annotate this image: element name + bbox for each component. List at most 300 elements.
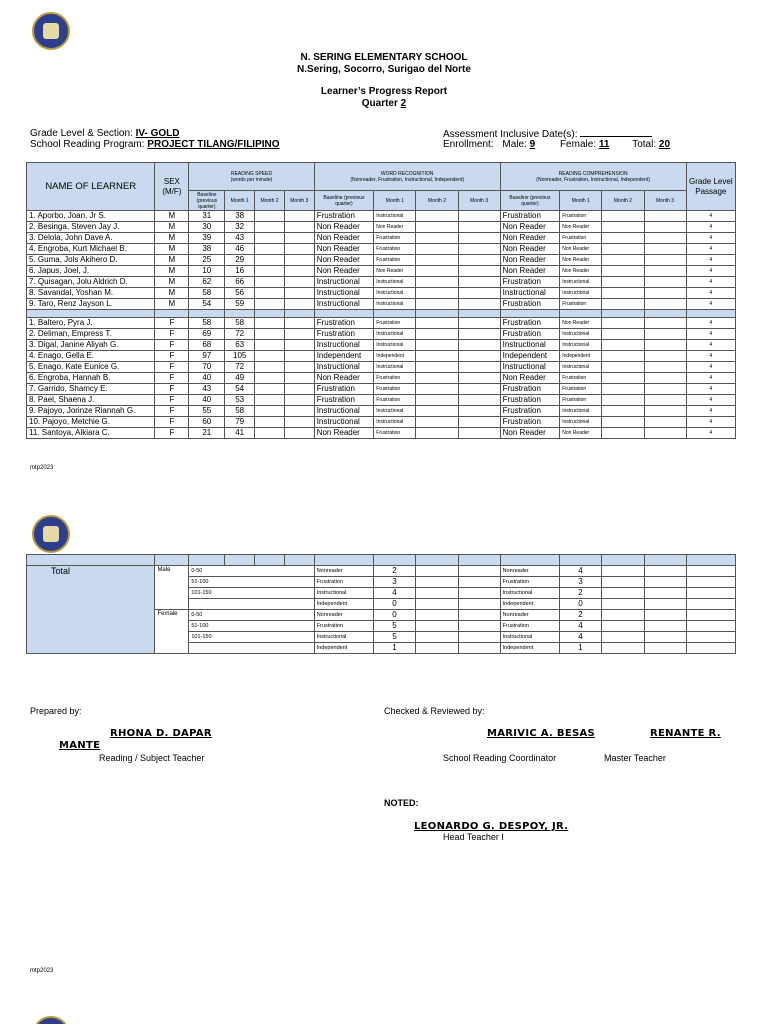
wr-month1-cell: Frustration (374, 255, 416, 266)
speed-month3-cell (284, 395, 314, 406)
learner-name: Pajoyo, Metchie G. (42, 417, 110, 426)
speed-month3-cell (284, 329, 314, 340)
wr-month2-cell (416, 417, 458, 428)
summary-sex-cell: Female (155, 610, 189, 654)
name-cell (27, 277, 155, 288)
wr-month1-cell: Instructional (374, 277, 416, 288)
row-number: 2. (29, 329, 36, 338)
grade-section (30, 128, 180, 139)
row-number: 8. (29, 395, 36, 404)
row-number: 9. (29, 299, 36, 308)
speed-baseline-cell: 43 (189, 384, 225, 395)
speed-month3-cell (284, 362, 314, 373)
summary-rc-blank (602, 610, 644, 621)
wr-month1-cell: Instructional (374, 299, 416, 310)
learner-name: Quisagan, Jolu Aldrich D. (37, 277, 128, 286)
summary-rc-level: Independent (500, 643, 560, 654)
rc-month1-cell: Frustration (560, 233, 602, 244)
rc-baseline-cell: Non Reader (500, 244, 560, 255)
wr-baseline-cell: Instructional (314, 406, 374, 417)
grade-level-cell: 4 (686, 417, 735, 428)
rc-baseline-cell: Non Reader (500, 233, 560, 244)
speed-month3-cell (284, 222, 314, 233)
learner-name: Baltero, Pyra J. (37, 318, 93, 327)
rc-month2-cell (602, 266, 644, 277)
learner-row (27, 211, 736, 222)
sex-cell: M (155, 244, 189, 255)
summary-rc-level: Instructional (500, 588, 560, 599)
summary-rc-blank (602, 632, 644, 643)
rc-month1-header: Month 1 (560, 191, 602, 211)
speed-baseline-cell: 25 (189, 255, 225, 266)
speed-month3-cell (284, 299, 314, 310)
speed-month1-cell: 46 (225, 244, 255, 255)
name-cell (27, 299, 155, 310)
sex-cell: M (155, 266, 189, 277)
wr-baseline-header: Baseline (previous quarter) (314, 191, 374, 211)
wr-month3-cell (458, 211, 500, 222)
word-recognition-header (314, 163, 500, 191)
wr-baseline-cell: Non Reader (314, 373, 374, 384)
speed-month2-cell (255, 384, 285, 395)
grade-level-cell: 4 (686, 428, 735, 439)
rc-month2-cell (602, 277, 644, 288)
sex-cell: F (155, 406, 189, 417)
speed-month2-cell (255, 211, 285, 222)
wr-baseline-cell: Instructional (314, 417, 374, 428)
speed-baseline-cell: 69 (189, 329, 225, 340)
wr-month3-cell (458, 255, 500, 266)
wr-month2-cell (416, 406, 458, 417)
speed-month2-cell (255, 428, 285, 439)
name-header: NAME OF LEARNER (27, 163, 155, 211)
speed-month3-cell (284, 233, 314, 244)
rc-month2-cell (602, 395, 644, 406)
summary-wr-blank (458, 577, 500, 588)
program-value: PROJECT TILANG/FILIPINO (147, 139, 280, 150)
summary-speed-range (189, 599, 314, 610)
row-number: 11. (29, 428, 40, 437)
wr-month1-cell: Instructional (374, 406, 416, 417)
wr-month3-header: Month 3 (458, 191, 500, 211)
wr-month2-cell (416, 266, 458, 277)
enrollment-label: Enrollment: (443, 139, 494, 150)
learner-row (27, 299, 736, 310)
rc-baseline-cell: Frustration (500, 395, 560, 406)
name-cell (27, 406, 155, 417)
summary-rc-blank (644, 621, 686, 632)
wr-month2-cell (416, 384, 458, 395)
summary-grade-blank (686, 610, 735, 621)
rc-month3-header: Month 3 (644, 191, 686, 211)
summary-wr-blank (416, 588, 458, 599)
wr-month1-cell: Instructional (374, 211, 416, 222)
learner-row (27, 406, 736, 417)
speed-month1-cell: 63 (225, 340, 255, 351)
summary-speed-range: 101-150 (189, 588, 314, 599)
reading-comprehension-header (500, 163, 686, 191)
wr-month1-cell: Instructional (374, 417, 416, 428)
learner-name: Japus, Joel, J. (37, 266, 90, 275)
wr-baseline-cell: Non Reader (314, 266, 374, 277)
sex-header: SEX (M/F) (155, 163, 189, 211)
speed-month2-cell (255, 329, 285, 340)
wr-month3-cell (458, 395, 500, 406)
speed-baseline-cell: 58 (189, 288, 225, 299)
wr-month3-cell (458, 329, 500, 340)
speed-month3-header: Month 3 (284, 191, 314, 211)
learner-row (27, 329, 736, 340)
summary-rc-blank (644, 566, 686, 577)
row-number: 2. (29, 222, 36, 231)
grade-level-cell: 4 (686, 395, 735, 406)
summary-wr-blank (416, 610, 458, 621)
rc-month3-cell (644, 255, 686, 266)
learner-name: Digal, Janine Aliyah G. (37, 340, 119, 349)
rc-month1-cell: Instructional (560, 417, 602, 428)
name-cell (27, 222, 155, 233)
summary-grade-blank (686, 566, 735, 577)
learner-name: Garrido, Shamcy E. (37, 384, 108, 393)
summary-grade-blank (686, 632, 735, 643)
speed-month1-cell: 59 (225, 299, 255, 310)
rc-month1-cell: Non Reader (560, 255, 602, 266)
report-title: Learner’s Progress Report (320, 86, 448, 97)
wr-month2-cell (416, 299, 458, 310)
female-label: Female: (559, 139, 597, 150)
summary-rc-blank (644, 632, 686, 643)
reading-program (30, 139, 280, 150)
learner-row (27, 233, 736, 244)
summary-header-row (27, 555, 736, 566)
summary-rc-count: 4 (560, 632, 602, 643)
head-teacher-role: Head Teacher I (443, 832, 504, 842)
name-cell (27, 428, 155, 439)
rc-month2-cell (602, 362, 644, 373)
wr-month3-cell (458, 288, 500, 299)
summary-wr-count: 0 (374, 599, 416, 610)
speed-month3-cell (284, 417, 314, 428)
grade-level-cell: 4 (686, 329, 735, 340)
speed-baseline-cell: 55 (189, 406, 225, 417)
rc-month2-cell (602, 384, 644, 395)
speed-baseline-cell: 31 (189, 211, 225, 222)
wr-month2-cell (416, 340, 458, 351)
sex-cell: M (155, 277, 189, 288)
sex-cell: M (155, 211, 189, 222)
grade-value: IV- GOLD (135, 128, 180, 139)
name-cell (27, 340, 155, 351)
learner-name: Guma, Jols Akihero D. (37, 255, 118, 264)
progress-table (26, 162, 736, 439)
master-teacher-role: Master Teacher (604, 753, 666, 763)
learner-row (27, 266, 736, 277)
rc-baseline-cell: Frustration (500, 384, 560, 395)
summary-rc-blank (644, 610, 686, 621)
rc-month1-cell: Non Reader (560, 266, 602, 277)
wr-month3-cell (458, 417, 500, 428)
summary-wr-blank (416, 621, 458, 632)
summary-rc-blank (602, 643, 644, 654)
female-count: 11 (598, 139, 610, 150)
summary-total-label: Total (51, 566, 71, 576)
noted-label: NOTED: (384, 798, 419, 808)
wr-month2-cell (416, 255, 458, 266)
name-cell (27, 395, 155, 406)
rc-baseline-cell: Frustration (500, 277, 560, 288)
summary-speed-range: 51-100 (189, 577, 314, 588)
rc-month3-cell (644, 395, 686, 406)
reading-speed-sub: (words per minute) (230, 176, 273, 183)
sex-cell: M (155, 233, 189, 244)
summary-total-cell (27, 566, 155, 654)
sex-cell: F (155, 428, 189, 439)
row-number: 9. (29, 406, 36, 415)
rc-month1-cell: Instructional (560, 329, 602, 340)
rc-baseline-cell: Non Reader (500, 266, 560, 277)
speed-month1-cell: 58 (225, 318, 255, 329)
learner-name: Savandal, Yoshan M. (37, 288, 114, 297)
summary-wr-blank (458, 610, 500, 621)
speed-month3-cell (284, 318, 314, 329)
rc-month2-cell (602, 340, 644, 351)
summary-speed-range: 51-100 (189, 621, 314, 632)
reading-comprehension-title: READING COMPREHENSION (558, 170, 628, 177)
rc-month3-cell (644, 351, 686, 362)
sex-cell: M (155, 255, 189, 266)
speed-month1-cell: 72 (225, 329, 255, 340)
name-cell (27, 233, 155, 244)
wr-month2-cell (416, 211, 458, 222)
summary-rc-blank (602, 621, 644, 632)
speed-month3-cell (284, 351, 314, 362)
rc-month3-cell (644, 288, 686, 299)
speed-month2-cell (255, 255, 285, 266)
rc-month1-cell: Non Reader (560, 222, 602, 233)
speed-month1-cell: 49 (225, 373, 255, 384)
speed-month3-cell (284, 428, 314, 439)
rc-month1-cell: Non Reader (560, 428, 602, 439)
summary-wr-blank (458, 599, 500, 610)
speed-month3-cell (284, 244, 314, 255)
learner-row (27, 373, 736, 384)
learner-row (27, 351, 736, 362)
rc-month3-cell (644, 266, 686, 277)
rc-baseline-cell: Instructional (500, 340, 560, 351)
summary-wr-count: 5 (374, 632, 416, 643)
wr-month1-cell: Frustration (374, 244, 416, 255)
rc-month2-cell (602, 329, 644, 340)
speed-month2-cell (255, 233, 285, 244)
row-number: 6. (29, 373, 36, 382)
grade-level-cell: 4 (686, 384, 735, 395)
male-learner-rows (27, 211, 736, 310)
learner-row (27, 384, 736, 395)
summary-table (26, 554, 736, 654)
speed-baseline-cell: 39 (189, 233, 225, 244)
speed-month1-cell: 16 (225, 266, 255, 277)
speed-month2-cell (255, 244, 285, 255)
rc-month1-cell: Instructional (560, 406, 602, 417)
summary-rc-level: Independent (500, 599, 560, 610)
rc-month1-cell: Instructional (560, 288, 602, 299)
wr-month2-cell (416, 318, 458, 329)
learner-row (27, 340, 736, 351)
wr-month3-cell (458, 340, 500, 351)
rc-baseline-cell: Frustration (500, 318, 560, 329)
grade-level-header: Grade Level Passage (686, 163, 735, 211)
wr-month3-cell (458, 233, 500, 244)
grade-level-cell: 4 (686, 373, 735, 384)
wr-baseline-cell: Frustration (314, 318, 374, 329)
master-teacher-name: RENANTE R. (650, 728, 721, 739)
grade-level-cell: 4 (686, 244, 735, 255)
rc-baseline-cell: Non Reader (500, 222, 560, 233)
summary-rc-blank (644, 599, 686, 610)
learner-row (27, 395, 736, 406)
wr-baseline-cell: Frustration (314, 384, 374, 395)
learner-row (27, 277, 736, 288)
wr-month1-cell: Independent (374, 351, 416, 362)
prepared-by-label: Prepared by: (30, 706, 82, 716)
speed-month1-cell: 53 (225, 395, 255, 406)
rc-month3-cell (644, 384, 686, 395)
rc-month3-cell (644, 428, 686, 439)
teacher-name-cont: MANTE (59, 740, 101, 751)
rc-month3-cell (644, 340, 686, 351)
reading-speed-header (189, 163, 314, 191)
summary-wr-blank (416, 577, 458, 588)
wr-month1-cell: Frustration (374, 373, 416, 384)
rc-month2-cell (602, 288, 644, 299)
section-divider (27, 310, 736, 318)
speed-month1-cell: 105 (225, 351, 255, 362)
summary-sex-cell: Male (155, 566, 189, 610)
summary-rc-level: Instructional (500, 632, 560, 643)
speed-month1-cell: 54 (225, 384, 255, 395)
speed-month3-cell (284, 373, 314, 384)
speed-baseline-cell: 70 (189, 362, 225, 373)
wr-month1-cell: Instructional (374, 329, 416, 340)
sex-cell: M (155, 299, 189, 310)
rc-month1-cell: Frustration (560, 299, 602, 310)
wr-baseline-cell: Frustration (314, 211, 374, 222)
summary-rc-blank (602, 566, 644, 577)
sex-cell: F (155, 340, 189, 351)
summary-rc-blank (644, 643, 686, 654)
row-number: 1. (29, 318, 36, 327)
speed-month1-cell: 41 (225, 428, 255, 439)
rc-month1-cell: Frustration (560, 384, 602, 395)
rc-month2-cell (602, 211, 644, 222)
summary-rc-count: 4 (560, 566, 602, 577)
grade-level-cell: 4 (686, 277, 735, 288)
speed-month1-header: Month 1 (225, 191, 255, 211)
summary-grade-blank (686, 577, 735, 588)
deped-seal-logo (32, 12, 70, 50)
rc-month2-cell (602, 351, 644, 362)
speed-month1-cell: 32 (225, 222, 255, 233)
speed-month1-cell: 29 (225, 255, 255, 266)
learner-row (27, 288, 736, 299)
wr-month3-cell (458, 406, 500, 417)
summary-wr-blank (458, 643, 500, 654)
rc-baseline-cell: Frustration (500, 329, 560, 340)
summary-wr-level: Instructional (314, 632, 374, 643)
wr-month3-cell (458, 318, 500, 329)
learner-name: Besinga, Steven Jay J. (37, 222, 120, 231)
wr-month2-cell (416, 395, 458, 406)
teacher-role: Reading / Subject Teacher (99, 753, 205, 763)
name-cell (27, 384, 155, 395)
speed-month2-cell (255, 406, 285, 417)
name-cell (27, 362, 155, 373)
wr-month2-cell (416, 329, 458, 340)
learner-row (27, 417, 736, 428)
summary-wr-blank (416, 599, 458, 610)
wr-baseline-cell: Non Reader (314, 233, 374, 244)
summary-rc-count: 4 (560, 621, 602, 632)
grade-level-cell: 4 (686, 233, 735, 244)
sex-cell: F (155, 373, 189, 384)
checked-by-label: Checked & Reviewed by: (384, 706, 485, 716)
enrollment (443, 139, 670, 150)
summary-rc-count: 3 (560, 577, 602, 588)
learner-row (27, 255, 736, 266)
row-number: 1. (29, 211, 36, 220)
rc-month3-cell (644, 417, 686, 428)
rc-month2-cell (602, 255, 644, 266)
learner-name: Engroba, Kurt Michael B. (37, 244, 127, 253)
wr-month3-cell (458, 277, 500, 288)
total-label: Total: (632, 139, 657, 150)
speed-month1-cell: 58 (225, 406, 255, 417)
wr-month2-cell (416, 428, 458, 439)
wr-baseline-cell: Independent (314, 351, 374, 362)
speed-month2-cell (255, 222, 285, 233)
learner-name: Taro, Renz Jayson L. (37, 299, 113, 308)
wr-baseline-cell: Instructional (314, 299, 374, 310)
summary-wr-level: Frustration (314, 621, 374, 632)
summary-rc-blank (644, 577, 686, 588)
name-cell (27, 318, 155, 329)
speed-baseline-cell: 97 (189, 351, 225, 362)
rc-baseline-cell: Instructional (500, 288, 560, 299)
speed-baseline-cell: 60 (189, 417, 225, 428)
name-cell (27, 255, 155, 266)
wr-month3-cell (458, 351, 500, 362)
grade-level-cell: 4 (686, 340, 735, 351)
assessment-label: Assessment Inclusive Date(s): (443, 129, 578, 140)
speed-baseline-cell: 38 (189, 244, 225, 255)
rc-month2-cell (602, 428, 644, 439)
sex-cell: M (155, 222, 189, 233)
male-label: Male: (502, 139, 527, 150)
summary-rc-blank (602, 599, 644, 610)
summary-rc-count: 2 (560, 588, 602, 599)
speed-month3-cell (284, 288, 314, 299)
word-recognition-title: WORD RECOGNITION (380, 170, 434, 177)
summary-speed-range: 0-50 (189, 610, 314, 621)
summary-rc-level: Frustration (500, 577, 560, 588)
learner-row (27, 428, 736, 439)
sex-cell: F (155, 351, 189, 362)
wr-month2-cell (416, 288, 458, 299)
wr-month3-cell (458, 299, 500, 310)
speed-month1-cell: 66 (225, 277, 255, 288)
rc-baseline-cell: Frustration (500, 417, 560, 428)
rc-month1-cell: Non Reader (560, 244, 602, 255)
